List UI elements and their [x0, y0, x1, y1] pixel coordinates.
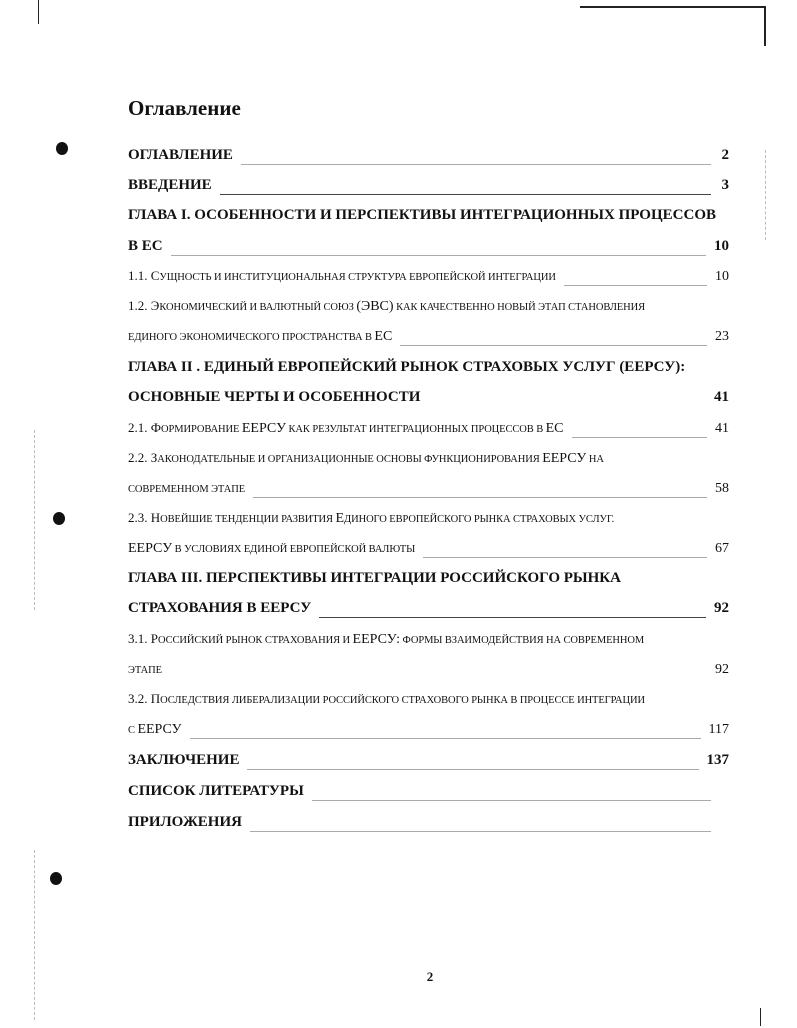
- toc-entry-page: 3: [721, 177, 729, 193]
- toc-entry[interactable]: [128, 783, 729, 807]
- toc-entry[interactable]: [128, 177, 729, 201]
- toc-entry-page: 92: [715, 662, 729, 677]
- toc-leader: [190, 738, 701, 739]
- toc-entry-title: СПИСОК ЛИТЕРАТУРЫ: [128, 783, 304, 799]
- toc-leader: [250, 831, 711, 832]
- toc-leader: [572, 437, 707, 438]
- toc-leader: [220, 194, 711, 195]
- toc-leader: [400, 345, 707, 346]
- toc-entry[interactable]: [128, 600, 729, 624]
- punch-hole-3: [50, 872, 62, 885]
- toc-entry-title: ГЛАВА III. ПЕРСПЕКТИВЫ ИНТЕГРАЦИИ РОССИЙСКОГО РЫНКА: [128, 570, 622, 586]
- toc-entry[interactable]: [128, 691, 729, 715]
- scan-edge-bottom-right: [760, 1008, 761, 1026]
- toc-entry-title: С ЕЕРСУ: [128, 722, 182, 737]
- toc-entry-title: 2.3. НОВЕЙШИЕ ТЕНДЕНЦИИ РАЗВИТИЯ ЕДИНОГО ЕВРОПЕЙСКОГО РЫНКА СТРАХОВЫХ УСЛУГ.: [128, 510, 615, 526]
- page-number: 2: [426, 969, 434, 984]
- toc-entry[interactable]: [128, 420, 729, 444]
- toc-entry[interactable]: [128, 298, 729, 322]
- toc-leader: [253, 497, 707, 498]
- toc-entry-title: ЗАКЛЮЧЕНИЕ: [128, 752, 240, 768]
- toc-entry[interactable]: [128, 147, 729, 171]
- scan-dashes-right: [765, 150, 766, 240]
- toc-entry[interactable]: [128, 238, 729, 262]
- toc-leader: [319, 617, 706, 618]
- toc-entry-page: 67: [715, 541, 729, 556]
- toc-entry-title: 2.1. ФОРМИРОВАНИЕ ЕЕРСУ КАК РЕЗУЛЬТАТ ИНТЕГРАЦИОННЫХ ПРОЦЕССОВ В ЕС: [128, 420, 564, 436]
- toc-entry-title: ОСНОВНЫЕ ЧЕРТЫ И ОСОБЕННОСТИ: [128, 389, 421, 405]
- toc-entry[interactable]: [128, 661, 729, 685]
- toc-entry-title: ГЛАВА I. ОСОБЕННОСТИ И ПЕРСПЕКТИВЫ ИНТЕГРАЦИОННЫХ ПРОЦЕССОВ: [128, 207, 716, 223]
- toc-entry[interactable]: [128, 814, 729, 838]
- toc-entry[interactable]: [128, 450, 729, 474]
- toc-entry[interactable]: [128, 510, 729, 534]
- toc-entry-page: 117: [708, 722, 729, 737]
- punch-hole-2: [53, 512, 65, 525]
- toc-entry-page: 92: [714, 600, 729, 616]
- toc-heading: Оглавление: [128, 96, 241, 120]
- toc-leader: [423, 557, 707, 558]
- toc-entry[interactable]: [128, 721, 729, 745]
- toc-entry[interactable]: [128, 631, 729, 655]
- toc-entry-page: 2: [721, 147, 729, 163]
- toc-entry[interactable]: [128, 540, 729, 564]
- scan-dashes-left: [34, 430, 35, 610]
- toc-entry-title: 1.2. ЭКОНОМИЧЕСКИЙ И ВАЛЮТНЫЙ СОЮЗ (ЭВС) КАК КАЧЕСТВЕННО НОВЫЙ ЭТАП СТАНОВЛЕНИЯ: [128, 298, 646, 314]
- toc-entry-page: 58: [715, 481, 729, 496]
- toc-entry-title: 3.2. ПОСЛЕДСТВИЯ ЛИБЕРАЛИЗАЦИИ РОССИЙСКОГО СТРАХОВОГО РЫНКА В ПРОЦЕССЕ ИНТЕГРАЦИИ: [128, 691, 645, 706]
- toc-entry-title: ПРИЛОЖЕНИЯ: [128, 814, 242, 830]
- scan-edge-top: [580, 6, 765, 8]
- toc-entry-title: ОГЛАВЛЕНИЕ: [128, 147, 233, 163]
- toc-entry-title: СОВРЕМЕННОМ ЭТАПЕ: [128, 484, 246, 495]
- toc-leader: [428, 406, 706, 407]
- toc-leader: [564, 285, 707, 286]
- toc-entry[interactable]: [128, 268, 729, 292]
- scan-edge-right: [764, 6, 766, 46]
- toc-entry[interactable]: [128, 359, 729, 383]
- toc-entry-title: ГЛАВА II . ЕДИНЫЙ ЕВРОПЕЙСКИЙ РЫНОК СТРАХОВЫХ УСЛУГ (ЕЕРСУ):: [128, 359, 686, 375]
- scan-edge-left: [38, 0, 39, 24]
- toc-entry-page: 41: [715, 421, 729, 436]
- toc-entry-title: ЭТАПЕ: [128, 665, 162, 676]
- toc-entry-title: ВВЕДЕНИЕ: [128, 177, 212, 193]
- toc-entry-page: 137: [706, 752, 729, 768]
- toc-entry[interactable]: [128, 752, 729, 776]
- toc-entry-title: В ЕС: [128, 238, 163, 254]
- toc-entry-page: 41: [714, 389, 729, 405]
- toc-entry-title: ЕДИНОГО ЭКОНОМИЧЕСКОГО ПРОСТРАНСТВА В ЕС: [128, 329, 393, 344]
- toc-entry-page: 23: [715, 329, 729, 344]
- toc-entry[interactable]: [128, 207, 729, 231]
- toc-entry-title: 2.2. ЗАКОНОДАТЕЛЬНЫЕ И ОРГАНИЗАЦИОННЫЕ ОСНОВЫ ФУНКЦИОНИРОВАНИЯ ЕЕРСУ НА: [128, 450, 604, 466]
- toc-leader: [170, 678, 707, 679]
- toc-entry-page: 10: [714, 238, 729, 254]
- toc-entry[interactable]: [128, 480, 729, 504]
- toc-leader: [241, 164, 711, 165]
- toc-entry[interactable]: [128, 389, 729, 413]
- toc-entry-title: ЕЕРСУ В УСЛОВИЯХ ЕДИНОЙ ЕВРОПЕЙСКОЙ ВАЛЮТЫ: [128, 541, 416, 556]
- scan-dashes-left-lower: [34, 850, 35, 1020]
- toc-entry[interactable]: [128, 328, 729, 352]
- toc-entry-title: 1.1. СУЩНОСТЬ И ИНСТИТУЦИОНАЛЬНАЯ СТРУКТУРА ЕВРОПЕЙСКОЙ ИНТЕГРАЦИИ: [128, 268, 556, 283]
- toc-entry-title: 3.1. РОССИЙСКИЙ РЫНОК СТРАХОВАНИЯ И ЕЕРСУ: ФОРМЫ ВЗАИМОДЕЙСТВИЯ НА СОВРЕМЕННОМ: [128, 631, 645, 647]
- toc-entry[interactable]: [128, 570, 729, 594]
- toc-entry-page: 10: [715, 269, 729, 284]
- punch-hole-1: [56, 142, 68, 155]
- toc-leader: [312, 800, 711, 801]
- toc-leader: [247, 769, 698, 770]
- toc-entry-title: СТРАХОВАНИЯ В ЕЕРСУ: [128, 600, 312, 616]
- toc-leader: [171, 255, 706, 256]
